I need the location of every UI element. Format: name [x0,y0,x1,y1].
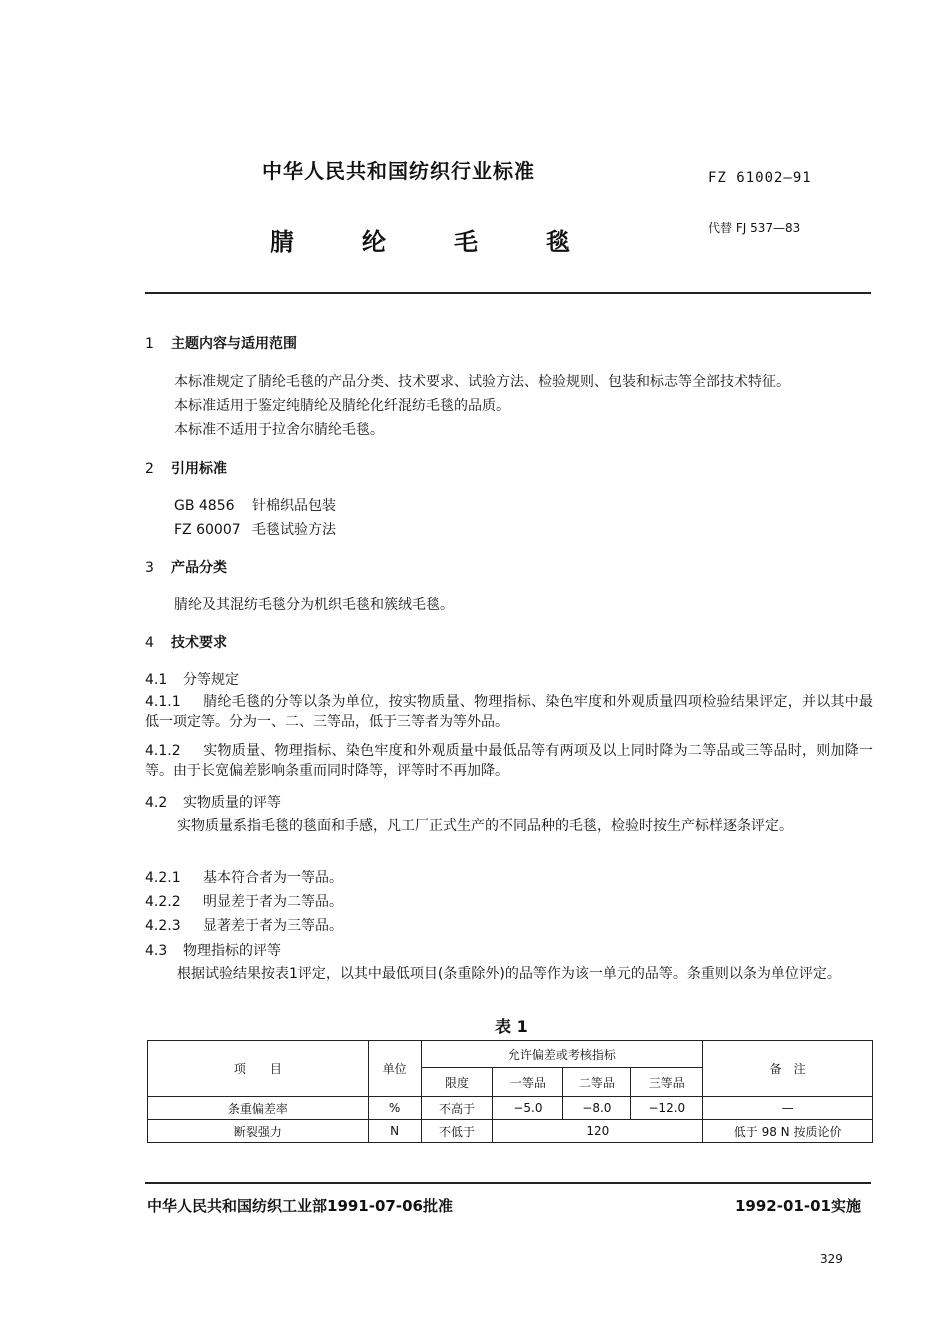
standard-category-title: 中华人民共和国纺织行业标准 [262,159,535,183]
section-heading-2: 2 引用标准 [145,461,227,477]
document-title [270,222,638,257]
cell-grade3: −12.0 [631,1097,703,1120]
table-row [148,1097,873,1120]
paragraph: 实物质量系指毛毯的毯面和手感，凡工厂正式生产的不同品种的毛毯，检验时按生产标样逐条评定。 [177,818,793,834]
header-unit: 单位 [368,1041,421,1097]
header-limit: 限度 [421,1068,493,1097]
clause-4-2: 4.2 实物质量的评等 [145,795,281,811]
cell-merged-value: 120 [493,1120,703,1143]
table-row [148,1120,873,1143]
paragraph: 根据试验结果按表1评定，以其中最低项目(条重除外)的品等作为该一单元的品等。条重则以条为单位评定。 [177,966,841,982]
title-char: 毯 [546,228,570,256]
paragraph: 本标准不适用于拉舍尔腈纶毛毯。 [174,422,384,438]
reference-item: GB 4856 针棉织品包装 [174,498,336,514]
section-heading-4: 4 技术要求 [145,635,227,651]
cell-grade1: −5.0 [493,1097,563,1120]
header-grade1: 一等品 [493,1068,563,1097]
clause-4-1-2: 4.1.2 实物质量、物理指标、染色牢度和外观质量中最低品等有两项及以上同时降为二等品或三等品时，则加降一等。由于长宽偏差影响条重而同时降等，评等时不再加降。 [145,743,873,779]
replaces-note: 代替 FJ 537—83 [708,221,801,235]
cell-limit: 不高于 [421,1097,493,1120]
header-remark: 备 注 [703,1041,873,1097]
header-grade3: 三等品 [631,1068,703,1097]
standard-number: FZ 61002—91 [708,170,812,186]
cell-remark: 低于 98 N 按质论价 [703,1120,873,1143]
clause-4-1-1: 4.1.1 腈纶毛毯的分等以条为单位，按实物质量、物理指标、染色牢度和外观质量四项检验结果评定，并以其中最低一项定等。分为一、二、三等品，低于三等者为等外品。 [145,694,873,730]
title-char: 毛 [454,228,478,256]
header-grade2: 二等品 [563,1068,631,1097]
page-number: 329 [820,1252,843,1266]
cell-limit: 不低于 [421,1120,493,1143]
header-item: 项 目 [148,1041,369,1097]
cell-item: 断裂强力 [148,1120,369,1143]
approval-line: 中华人民共和国纺织工业部1991-07-06批准 [147,1197,453,1215]
table-1 [147,1040,873,1143]
clause-4-3: 4.3 物理指标的评等 [145,943,281,959]
section-heading-3: 3 产品分类 [145,560,227,576]
header-group: 允许偏差或考核指标 [421,1041,703,1068]
title-char: 腈 [270,228,294,256]
paragraph: 本标准规定了腈纶毛毯的产品分类、技术要求、试验方法、检验规则、包装和标志等全部技术特征。 [174,374,790,390]
cell-unit: N [368,1120,421,1143]
cell-item: 条重偏差率 [148,1097,369,1120]
table-caption: 表 1 [495,1017,528,1036]
clause-4-1: 4.1 分等规定 [145,672,239,688]
clause-4-2-2: 4.2.2 明显差于者为二等品。 [145,894,343,910]
clause-4-2-3: 4.2.3 显著差于者为三等品。 [145,918,343,934]
paragraph: 本标准适用于鉴定纯腈纶及腈纶化纤混纺毛毯的品质。 [174,398,510,414]
cell-remark: — [703,1097,873,1120]
title-char: 纶 [362,228,386,256]
cell-unit: % [368,1097,421,1120]
footer-divider [145,1182,871,1184]
header-divider [145,292,871,294]
cell-grade2: −8.0 [563,1097,631,1120]
reference-item: FZ 60007 毛毯试验方法 [174,522,336,538]
paragraph: 腈纶及其混纺毛毯分为机织毛毯和簇绒毛毯。 [174,597,454,613]
section-heading-1: 1 主题内容与适用范围 [145,336,297,352]
clause-4-2-1: 4.2.1 基本符合者为一等品。 [145,870,343,886]
implementation-date: 1992-01-01实施 [735,1197,861,1215]
